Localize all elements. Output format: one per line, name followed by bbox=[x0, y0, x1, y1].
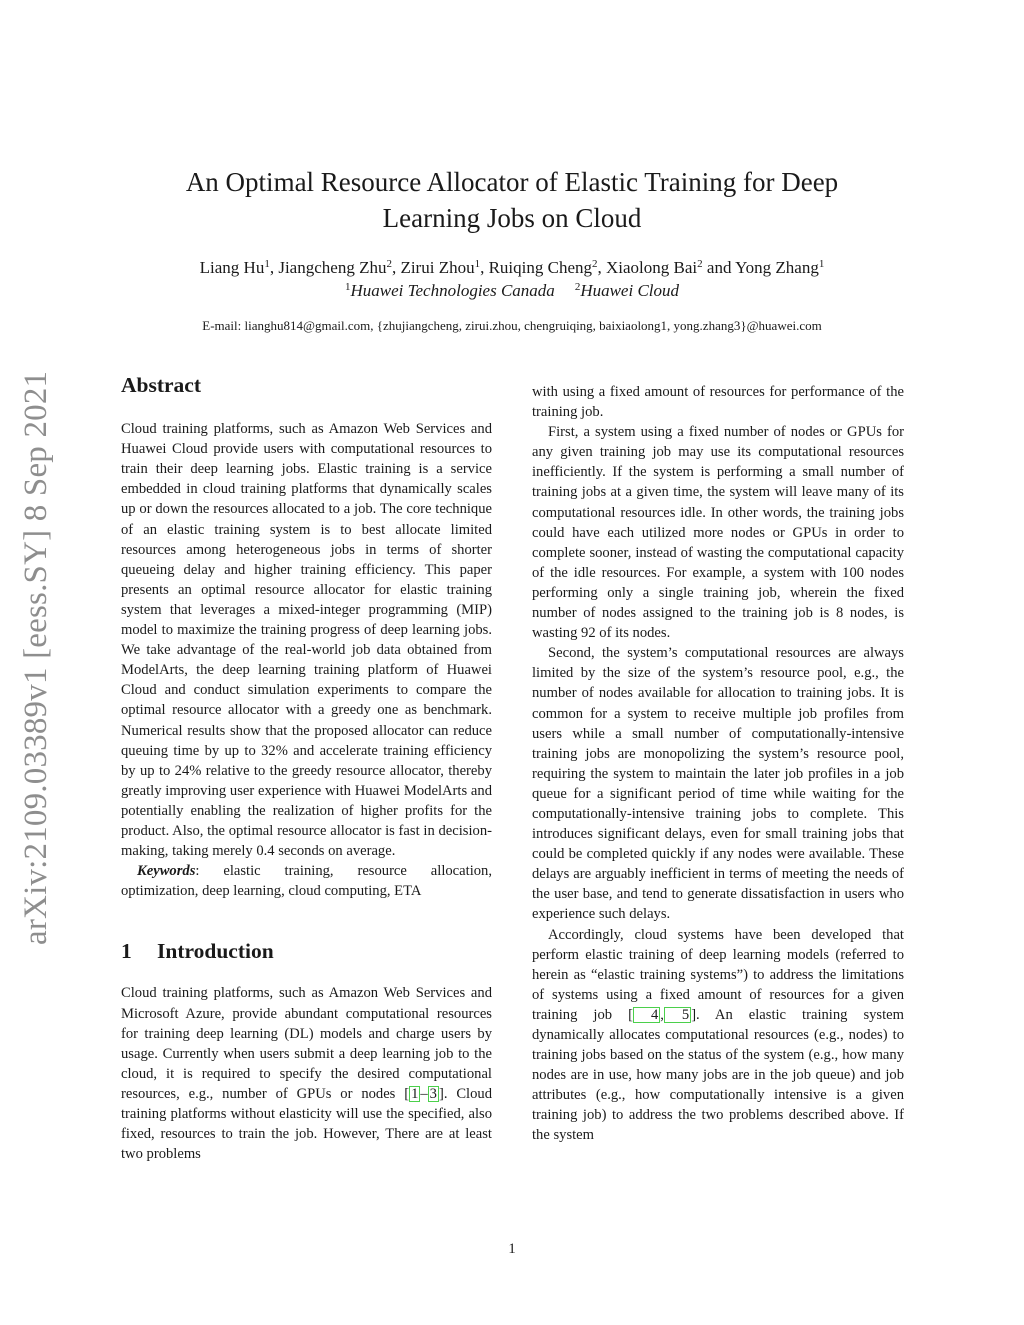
author: Ruiqing Cheng$^2$, bbox=[488, 258, 607, 277]
affiliations bbox=[0, 281, 1024, 301]
author: Xiaolong Bai$^2$ and bbox=[606, 258, 736, 277]
section-heading-introduction: 1 Introduction bbox=[121, 939, 274, 964]
citation-link[interactable]: 1 bbox=[411, 1085, 419, 1102]
intro-paragraph-3: Second, the system’s computational resources are always limited by the size of the system’s resource pool, e.g., the number of nodes available for allocation to training jobs. It is common for a system to receive multiple job profiles from users while a small number of computationally-intensive training jobs are monopolizing the system’s resource pool, requiring the system to maintain the later job profiles in a job queue for a significant period of time while waiting for the computationally-intensive training jobs to complete. This introduces significant delays, even for small training jobs that could be completed quickly if any nodes were available. These delays are arguably inefficient in terms of meeting the needs of the user base, and tend to generate dissatisfaction in users who experience such delays. bbox=[532, 645, 904, 923]
affiliation: $^1$Huawei Technologies Canada bbox=[344, 281, 555, 300]
page-number: 1 bbox=[508, 1241, 516, 1257]
author: Yong Zhang$^1$ bbox=[735, 258, 825, 277]
citation-link[interactable]: 5 bbox=[664, 1007, 691, 1023]
intro-paragraph-4: Accordingly, cloud systems have been developed that perform elastic training of deep learning models (referred to herein as “elastic training systems”) to address the limitations of systems using a fixed amount of resources for a given training job [ 4 , 5 ]. An elastic training system dynamically allocates computational resources (e.g., nodes) to training jobs based on the status of the system (e.g., how many nodes are in use, how many jobs are in the job queue) and job attributes (e.g., how computationally intensive is a given training job) to address the two problems described above. If the system bbox=[532, 926, 904, 1144]
author: Liang Hu$^1$, bbox=[199, 258, 279, 277]
author: Zirui Zhou$^1$, bbox=[400, 258, 489, 277]
left-column bbox=[121, 375, 492, 1164]
title-line-2: Learning Jobs on Cloud bbox=[382, 203, 642, 233]
right-column bbox=[532, 382, 904, 1146]
intro-paragraph-1-continued: with using a fixed amount of resources for performance of the training job. bbox=[532, 384, 904, 421]
arxiv-identifier[interactable]: arXiv:2109.03389v1 [eess.SY] 8 Sep 2021 bbox=[18, 370, 54, 945]
keywords: Keywords: elastic training, resource allocation, optimization, deep learning, cloud computing, ETA bbox=[121, 863, 492, 900]
citation-link[interactable]: 4 bbox=[633, 1007, 660, 1023]
intro-paragraph-1: Cloud training platforms, such as Amazon Web Services and Microsoft Azure, provide abundant computational resources for training deep learning (DL) models and charge users by usage. Currently when users submit a deep learning job to the cloud, it is required to specify the desired computational resources, e.g., number of GPUs or nodes [ 1 – 3 ]. Cloud training platforms without elasticity will use the specified, also fixed, resources to train the job. However, There are at least two problems bbox=[121, 985, 493, 1163]
keywords-label: Keywords bbox=[137, 863, 196, 880]
affiliation: $^2$Huawei Cloud bbox=[574, 281, 680, 300]
title-line-1: An Optimal Resource Allocator of Elastic Training for Deep bbox=[185, 167, 839, 197]
abstract-heading: Abstract bbox=[121, 373, 202, 397]
paper-title bbox=[0, 164, 1024, 236]
intro-paragraph-2: First, a system using a fixed number of nodes or GPUs for any given training job may use its computational resources inefficiently. If the system is performing a small number of training jobs at a given time, the system will leave many of its computational resources idle. In other words, the training jobs could have each utilized more nodes or GPUs in order to complete sooner, instead of wasting the computational capacity of the idle resources. For example, a system with 100 nodes performing only a single training job, wherein the fixed number of nodes assigned to the training job is 8 nodes, is wasting 92 of its nodes. bbox=[532, 424, 904, 642]
author: Jiangcheng Zhu$^2$, bbox=[278, 258, 401, 277]
abstract-text: Cloud training platforms, such as Amazon Web Services and Huawei Cloud provide users with computational resources to train their deep learning jobs. Elastic training is a service embedded in cloud training platforms that dynamically scales up or down the resources allocated to a job. The core technique of an elastic training system is to best allocate limited resources among heterogeneous jobs in terms of shorter queueing delay and higher training efficiency. This paper presents an optimal resource allocator for elastic training system that leverages a mixed-integer programming (MIP) model to maximize the training progress of deep learning jobs. We take advantage of the real-world job data obtained from ModelArts, the deep learning training platform of Huawei Cloud and conduct simulation experiments to compare the optimal resource allocator with a greedy one as benchmark. Numerical results show that the proposed allocator can reduce queuing time by up to 32% and accelerate training efficiency by up to 24% relative to the greedy resource allocator, thereby greatly improving user experience with Huawei ModelArts and potentially enabling the realization of higher profits for the product. Also, the optimal resource allocator is fast in decision-making, taking merely 0.4 seconds on average. bbox=[121, 421, 492, 860]
author-list bbox=[0, 258, 1024, 278]
citation-link[interactable]: 3 bbox=[429, 1085, 437, 1102]
email-line: E-mail: lianghu814@gmail.com, {zhujiangcheng, zirui.zhou, chengruiqing, baixiaolong1, yong.zhang3}@huawei.com bbox=[202, 318, 822, 333]
